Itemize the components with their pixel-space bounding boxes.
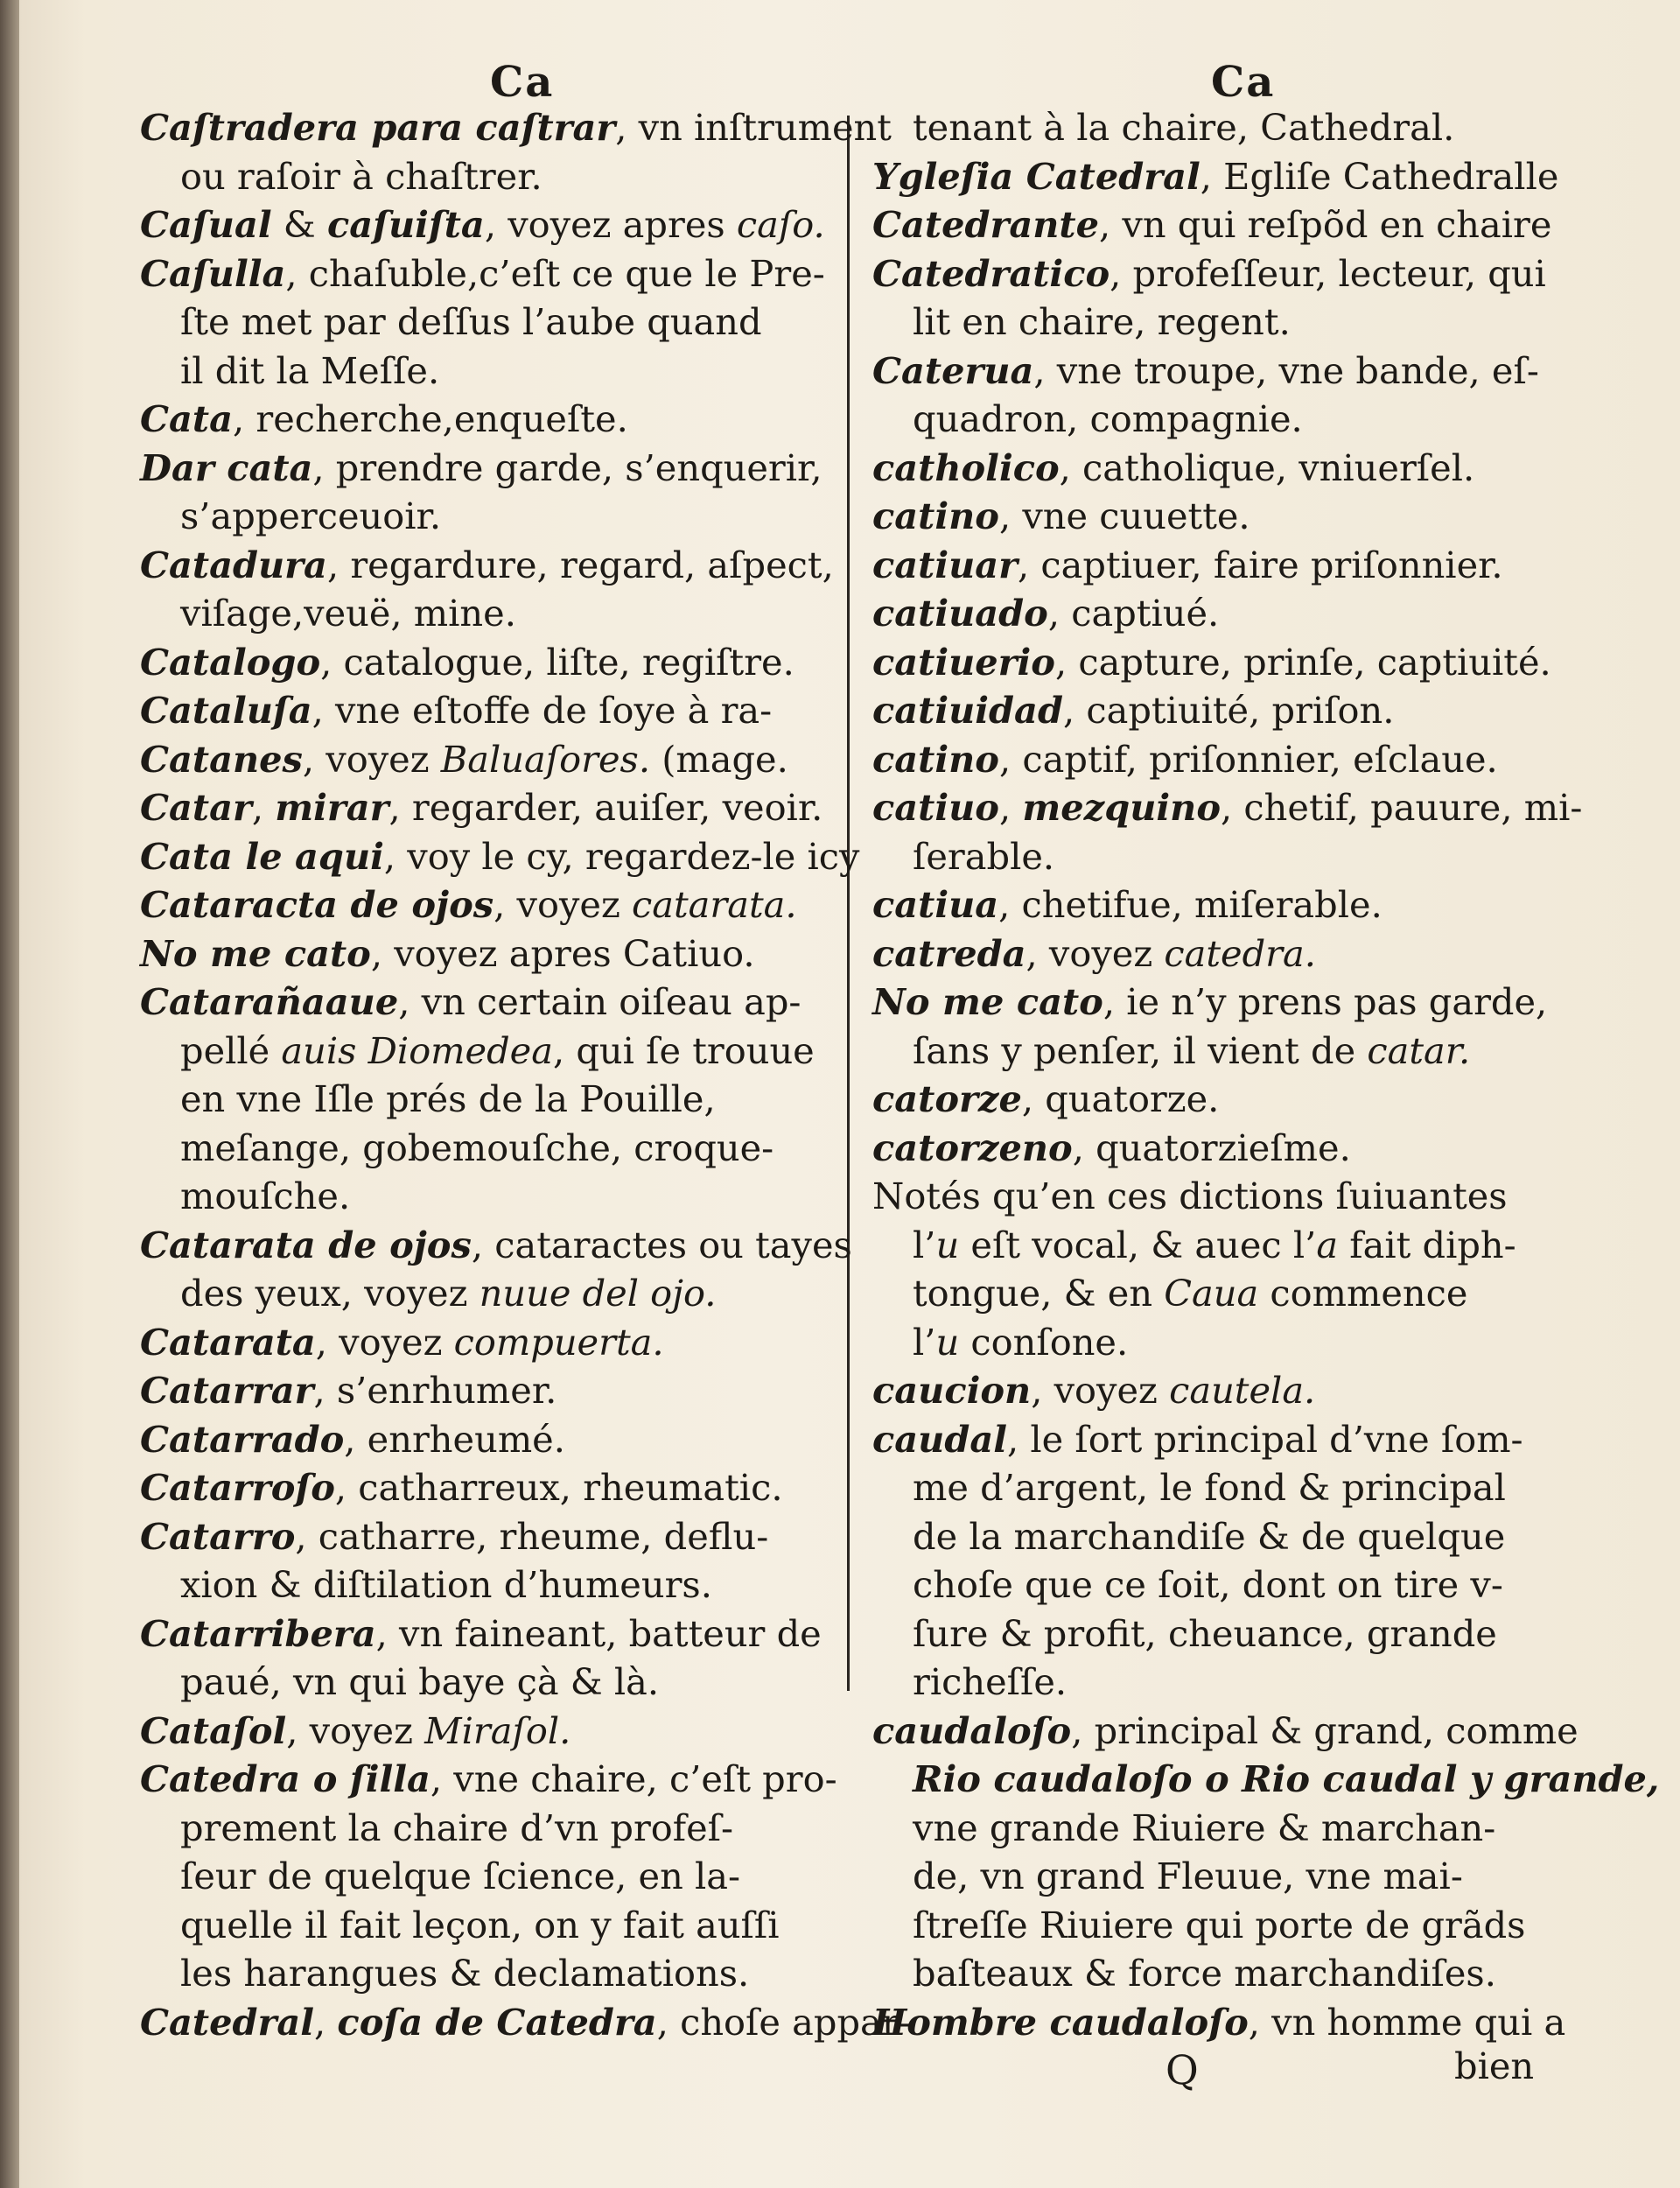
headword: Catedra o ſilla [140, 1757, 430, 1800]
definition-text: ſure & profit, cheuance, grande [913, 1611, 1497, 1655]
cross-reference: catedra. [1164, 931, 1316, 975]
entry-line [872, 492, 1572, 541]
definition-text: xion & diſtilation d’humeurs. [180, 1563, 712, 1606]
definition-text: , voyez apres [484, 203, 737, 246]
definition-text: (mage. [650, 737, 788, 781]
entry-line [140, 1949, 858, 1998]
headword: caucion [872, 1369, 1032, 1412]
definition-text: , cataractes ou tayes [471, 1223, 852, 1266]
entry-line [872, 929, 1572, 978]
headword: catiuar [872, 543, 1018, 586]
definition-text: , chetifue, miſerable. [998, 883, 1382, 926]
dictionary-entry [872, 978, 1572, 1075]
entry-line [872, 1707, 1578, 1756]
cross-reference: auis Diomedea [281, 1028, 553, 1072]
entry-line [140, 1755, 858, 1804]
headword: Ygleſia Catedral [872, 154, 1200, 198]
entry-line [140, 589, 858, 638]
entry-line [872, 832, 1572, 881]
definition-text: fait diph- [1338, 1223, 1516, 1266]
entry-line [872, 1755, 1660, 1804]
dictionary-entry [872, 880, 1572, 929]
headword: catiua [872, 883, 999, 926]
dictionary-entry [872, 589, 1572, 638]
entry-line [872, 735, 1572, 784]
entry-line [140, 735, 858, 784]
headword: No me cato [140, 931, 371, 975]
dictionary-entry [140, 978, 858, 1221]
entry-line [140, 249, 858, 298]
definition-text: , voyez [315, 1320, 454, 1364]
entry-line [872, 444, 1572, 493]
definition-text: , vn certain oiſeau ap- [398, 980, 802, 1023]
cross-reference: Caua [1164, 1272, 1259, 1315]
definition-text: , chaſuble,c’eſt ce que le Pre- [285, 251, 825, 295]
dictionary-entry [140, 1415, 858, 1464]
definition-text: , vn homme qui a [1248, 2000, 1566, 2044]
cross-reference: Miraſol. [424, 1708, 571, 1752]
definition-text: l’ [913, 1223, 936, 1266]
dictionary-entry [872, 735, 1572, 784]
dictionary-entry [872, 444, 1572, 493]
entry-line [872, 298, 1572, 347]
definition-text: , recherche,enqueſte. [232, 397, 628, 440]
definition-text: , captif, priſonnier, eſclaue. [998, 737, 1498, 781]
definition-text: , regarder, auiſer, veoir. [388, 786, 823, 829]
dictionary-entry [872, 686, 1572, 735]
definition-text: , chetif, pauure, mi- [1221, 786, 1583, 829]
dictionary-entry [140, 249, 858, 396]
headword: Cata le aqui [140, 834, 384, 878]
dictionary-entry [140, 1755, 858, 1998]
definition-text: en vne Iſle prés de la Pouille, [180, 1077, 716, 1120]
entry-line [140, 1172, 858, 1221]
definition-text: me d’argent, le fond & principal [913, 1466, 1506, 1509]
entry-line [140, 832, 858, 881]
headword: Catedrante [872, 203, 1100, 246]
definition-text: quelle il fait leçon, on y fait auſſi [180, 1903, 780, 1946]
entry-line [140, 1463, 858, 1512]
definition-text: ſans y penſer, il vient de [913, 1028, 1368, 1072]
entry-line [140, 200, 858, 249]
definition-text: , captiué. [1047, 592, 1220, 635]
definition-text: ou raſoir à chaſtrer. [180, 154, 542, 198]
definition-text: , vn inſtrument [615, 106, 892, 149]
headword: catorze [872, 1077, 1022, 1120]
definition-text: , [251, 786, 276, 829]
entry-line [140, 978, 858, 1027]
headword: mezquino [1022, 786, 1222, 829]
definition-text: , voyez [286, 1708, 425, 1752]
dictionary-entry [140, 444, 858, 541]
headword: Caſulla [140, 251, 286, 295]
dictionary-entry [140, 1998, 912, 2047]
dictionary-entry [140, 1707, 858, 1756]
dictionary-entry [140, 832, 858, 881]
definition-text: , voy le cy, regardez-le icy [383, 834, 860, 878]
definition-text: , Egliſe Cathedralle [1200, 154, 1559, 198]
dictionary-entry [872, 103, 1572, 152]
headword: Dar cata [140, 445, 313, 489]
headword: Catadura [140, 543, 327, 586]
definition-text: richeſſe. [913, 1660, 1068, 1703]
dictionary-entry [140, 1609, 858, 1707]
entry-line [140, 1998, 912, 2047]
headword: Catalogo [140, 640, 321, 684]
entry-line [140, 347, 858, 396]
entry-line [872, 1027, 1572, 1076]
headword: Catarañaaue [140, 980, 399, 1023]
entry-line [140, 492, 858, 541]
entry-line [872, 1221, 1572, 1270]
definition-text: , vn qui reſpõd en chaire [1099, 203, 1552, 246]
definition-text: , captiuer, faire priſonnier. [1018, 543, 1503, 586]
entry-line [140, 929, 858, 978]
entry-line [140, 638, 858, 687]
running-head-left: Ca [490, 58, 555, 107]
definition-text: , [314, 2000, 338, 2044]
definition-text: ſtreſſe Riuiere qui porte de grãds [913, 1903, 1526, 1946]
entry-line [872, 249, 1572, 298]
headword: Catarrar [140, 1369, 314, 1412]
dictionary-entry [872, 1707, 1660, 1998]
definition-text: , capture, prinſe, captiuité. [1054, 640, 1551, 684]
definition-text: l’ [913, 1320, 936, 1364]
entry-line [140, 1075, 858, 1124]
definition-text: ſerable. [913, 834, 1055, 878]
entry-line [872, 1609, 1572, 1659]
book-binding-edge [0, 0, 19, 2188]
definition-text: , prendre garde, s’enquerir, [312, 445, 822, 489]
catchword: bien [1454, 2044, 1535, 2087]
headword: catiuo [872, 786, 999, 829]
entry-line [872, 589, 1572, 638]
dictionary-entry [872, 249, 1572, 347]
cross-reference: caſo. [736, 203, 825, 246]
entry-line [872, 1512, 1572, 1561]
running-head-right: Ca [1211, 58, 1276, 107]
entry-line [140, 783, 858, 832]
headword: catorzeno [872, 1126, 1073, 1169]
headword: Catar [140, 786, 252, 829]
entry-line [872, 1463, 1572, 1512]
dictionary-entry [140, 1366, 858, 1415]
entry-line [140, 686, 858, 735]
definition-text: baſteaux & force marchandiſes. [913, 1952, 1496, 1995]
dictionary-entry [872, 347, 1572, 444]
dictionary-entry [872, 1998, 1572, 2047]
headword: catholico [872, 445, 1060, 489]
entry-line [140, 152, 858, 201]
definition-text: , catharreux, rheumatic. [334, 1466, 783, 1509]
definition-text: & [271, 203, 327, 246]
headword: Catarroſo [140, 1466, 335, 1509]
dictionary-entry [140, 541, 858, 638]
entry-line [872, 1998, 1572, 2047]
definition-text: pellé [180, 1028, 282, 1072]
dictionary-entry [140, 686, 858, 735]
dictionary-entry [872, 929, 1572, 978]
headword: Cataſol [140, 1708, 287, 1752]
headword: Catedral [140, 2000, 315, 2044]
headword: Caſual [140, 203, 272, 246]
entry-line [140, 1124, 858, 1173]
definition-text: , captiuité, priſon. [1062, 689, 1395, 732]
entry-line [872, 1075, 1572, 1124]
entry-line [872, 1560, 1572, 1609]
definition-text: ſeur de quelque ſcience, en la- [180, 1855, 741, 1897]
entry-line [872, 103, 1572, 152]
entry-line [140, 298, 858, 347]
entry-line [140, 395, 858, 444]
definition-text: commence [1258, 1272, 1468, 1315]
headword: Catarata [140, 1320, 316, 1364]
dictionary-entry [140, 638, 858, 687]
definition-text: des yeux, voyez [180, 1272, 480, 1315]
entry-line [872, 1172, 1572, 1221]
definition-text: il dit la Meſſe. [180, 348, 440, 392]
entry-line [872, 1949, 1572, 1998]
entry-line [140, 1658, 858, 1707]
dictionary-entry [140, 783, 858, 832]
dictionary-entry [140, 200, 858, 249]
entry-line [872, 200, 1572, 249]
definition-text: mouſche. [180, 1175, 351, 1217]
definition-text: paué, vn qui baye çà & là. [180, 1660, 660, 1703]
definition-text: , catalogue, liſte, regiſtre. [320, 640, 794, 684]
entry-line [140, 444, 858, 493]
headword: coſa de Catedra [337, 2000, 657, 2044]
entry-line [872, 541, 1572, 590]
definition-text: tenant à la chaire, Cathedral. [913, 106, 1455, 149]
definition-text: , catharre, rheume, deflu- [295, 1514, 769, 1558]
dictionary-entry [140, 1221, 858, 1318]
cross-reference: a [1316, 1223, 1339, 1266]
definition-text: , enrheumé. [344, 1417, 565, 1461]
definition-text: , voyez [302, 737, 441, 781]
headword: Cataracta de ojos [140, 883, 494, 926]
entry-line [872, 1658, 1572, 1707]
definition-text: de la marchandiſe & de quelque [913, 1514, 1506, 1558]
entry-line [872, 152, 1572, 201]
headword: Cata [140, 397, 233, 440]
entry-line [872, 978, 1572, 1027]
headword: Catarrado [140, 1417, 345, 1461]
definition-text: meſange, gobemouſche, croque- [180, 1126, 774, 1169]
entry-line [140, 541, 858, 590]
definition-text: , vne eſtoffe de ſoye à ra- [312, 689, 773, 732]
cross-reference: u [935, 1223, 960, 1266]
entry-line [872, 686, 1572, 735]
definition-text: , vne troupe, vne bande, eſ- [1033, 348, 1539, 392]
entry-line [140, 1852, 858, 1901]
entry-line [140, 880, 858, 929]
signature-mark: Q [1166, 2046, 1199, 2093]
headword: Cataluſa [140, 689, 312, 732]
dictionary-entry [872, 1172, 1572, 1366]
dictionary-entry [872, 1124, 1572, 1173]
definition-text: Notés qu’en ces dictions ſuiuantes [872, 1175, 1508, 1217]
headword: catiuidad [872, 689, 1063, 732]
headword: Caterua [872, 348, 1034, 392]
entry-line [140, 1027, 858, 1076]
cross-reference: catar. [1367, 1028, 1471, 1072]
entry-line [872, 638, 1572, 687]
dictionary-entry [872, 541, 1572, 590]
headword: catino [872, 737, 999, 781]
definition-text: , profeſſeur, lecteur, qui [1110, 251, 1546, 295]
cross-reference: Baluaſores. [440, 737, 651, 781]
definition-text: , voyez [1031, 1369, 1170, 1412]
entry-line [140, 1366, 858, 1415]
cross-reference: compuerta. [453, 1320, 664, 1364]
definition-text: conſone. [959, 1320, 1129, 1364]
definition-text: , vne cuuette. [998, 494, 1250, 537]
headword: catiuerio [872, 640, 1055, 684]
entry-line [140, 103, 892, 152]
dictionary-entry [140, 1512, 858, 1609]
definition-text: , qui ſe trouue [552, 1028, 815, 1072]
dictionary-entry [872, 783, 1583, 880]
book-page [19, 0, 1680, 2188]
left-column [140, 103, 912, 2046]
dictionary-entry [140, 929, 858, 978]
definition-text: vne grande Riuiere & marchan- [913, 1806, 1496, 1849]
headword: Hombre caudaloſo [872, 2000, 1249, 2044]
definition-text: eſt vocal, & auec l’ [959, 1223, 1317, 1266]
headword: Catarro [140, 1514, 296, 1558]
headword: Catarata de ojos [140, 1223, 472, 1266]
entry-line [872, 1901, 1572, 1950]
entry-line [140, 1609, 858, 1659]
headword: Catedratico [872, 251, 1110, 295]
definition-text: , voyez [494, 883, 632, 926]
entry-line [872, 347, 1572, 396]
headword: Catanes [140, 737, 303, 781]
headword: Rio caudaloſo o Rio caudal y grande, [913, 1757, 1660, 1800]
definition-text: viſage,veuë, mine. [180, 592, 516, 635]
definition-text: , vn faineant, batteur de [375, 1611, 822, 1655]
entry-line [872, 1269, 1572, 1318]
entry-line [872, 1124, 1572, 1173]
entry-line [140, 1415, 858, 1464]
entry-line [872, 1366, 1572, 1415]
definition-text: , le ſort principal d’vne ſom- [1007, 1417, 1523, 1461]
definition-text: , ie n’y prens pas garde, [1102, 980, 1548, 1023]
right-column [872, 103, 1660, 2046]
definition-text: ſte met par deſſus l’aube quand [180, 300, 762, 343]
definition-text: , catholique, vniuerſel. [1059, 445, 1475, 489]
entry-line [872, 783, 1583, 832]
dictionary-entry [140, 103, 892, 200]
cross-reference: cautela. [1169, 1369, 1316, 1412]
dictionary-entry [140, 1318, 858, 1367]
entry-line [872, 1415, 1572, 1464]
entry-line [872, 1318, 1572, 1367]
definition-text: , principal & grand, comme [1071, 1708, 1578, 1752]
entry-line [872, 1852, 1572, 1901]
dictionary-entry [140, 1463, 858, 1512]
definition-text: , choſe appar- [656, 2000, 912, 2044]
entry-line [140, 1221, 858, 1270]
definition-text: , [998, 786, 1023, 829]
dictionary-entry [140, 880, 858, 929]
entry-line [140, 1707, 858, 1756]
cross-reference: u [935, 1320, 960, 1364]
definition-text: , s’enrhumer. [313, 1369, 557, 1412]
headword: caudal [872, 1417, 1008, 1461]
headword: catino [872, 494, 999, 537]
definition-text: quadron, compagnie. [913, 397, 1303, 440]
headword: catiuado [872, 592, 1048, 635]
entry-line [140, 1804, 858, 1853]
definition-text: tongue, & en [913, 1272, 1165, 1315]
headword: Catarribera [140, 1611, 376, 1655]
definition-text: , quatorzieſme. [1072, 1126, 1351, 1169]
cross-reference: nuue del ojo. [479, 1272, 717, 1315]
definition-text: lit en chaire, regent. [913, 300, 1291, 343]
dictionary-entry [872, 1366, 1572, 1415]
definition-text: , quatorze. [1021, 1077, 1220, 1120]
entry-line [140, 1560, 858, 1609]
dictionary-entry [140, 395, 858, 444]
definition-text: , voyez apres Catiuo. [370, 931, 755, 975]
definition-text: prement la chaire d’vn profeſ- [180, 1806, 734, 1849]
definition-text: de, vn grand Fleuue, vne mai- [913, 1855, 1463, 1897]
entry-line [140, 1318, 858, 1367]
dictionary-entry [872, 1415, 1572, 1707]
dictionary-entry [872, 638, 1572, 687]
definition-text: , voyez [1026, 931, 1165, 975]
headword: caudaloſo [872, 1708, 1072, 1752]
cross-reference: catarata. [632, 883, 797, 926]
headword: mirar [275, 786, 389, 829]
definition-text: s’apperceuoir. [180, 494, 442, 537]
dictionary-entry [872, 492, 1572, 541]
definition-text: choſe que ce ſoit, dont on tire v- [913, 1563, 1503, 1606]
headword: Caſtradera para caſtrar [140, 106, 616, 149]
entry-line [872, 880, 1572, 929]
definition-text: , vne chaire, c’eſt pro- [430, 1757, 837, 1800]
entry-line [140, 1512, 858, 1561]
definition-text: , regardure, regard, aſpect, [326, 543, 834, 586]
dictionary-entry [872, 200, 1572, 249]
headword: No me cato [872, 980, 1103, 1023]
dictionary-entry [872, 1075, 1572, 1124]
entry-line [140, 1269, 858, 1318]
entry-line [872, 395, 1572, 444]
headword: caſuiſta [326, 203, 485, 246]
dictionary-entry [872, 152, 1572, 201]
dictionary-entry [140, 735, 858, 784]
entry-line [140, 1901, 858, 1950]
headword: catreda [872, 931, 1026, 975]
definition-text: les harangues & declamations. [180, 1952, 750, 1995]
entry-line [872, 1804, 1572, 1853]
